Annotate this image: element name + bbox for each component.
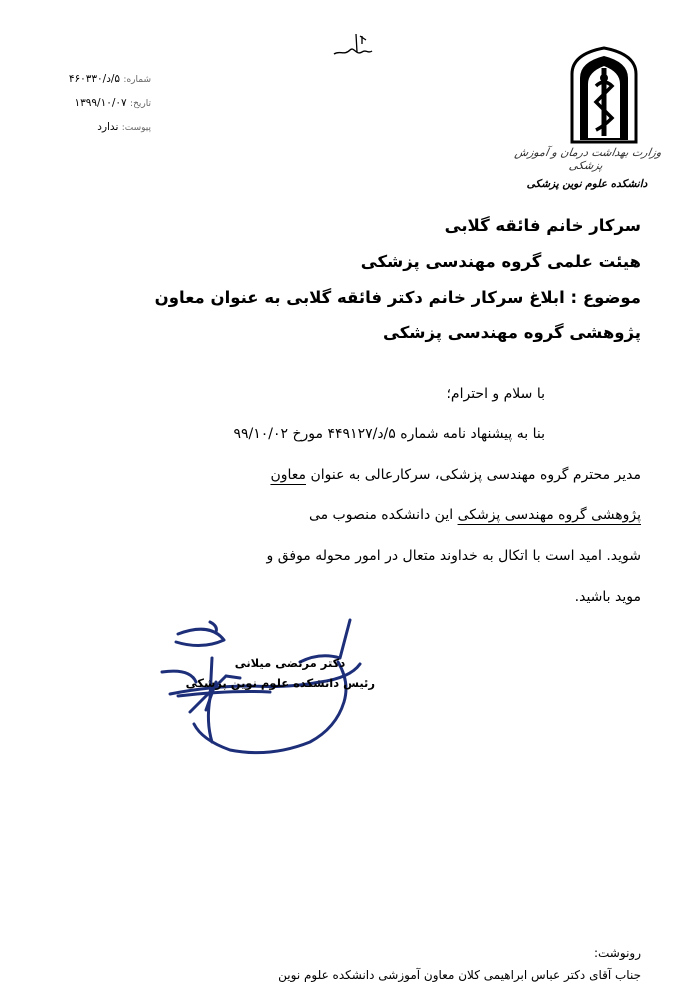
body-line-3-text: این دانشکده منصوب می [308, 507, 458, 523]
ministry-caption: وزارت بهداشت درمان و آموزش پزشکی [513, 146, 663, 172]
letter-number-row [11, 68, 151, 92]
letterhead-caption [512, 146, 662, 192]
body-line-3-underlined: پژوهشی گروه مهندسی پزشکی [457, 507, 641, 523]
letter-date-label: تاریخ: [130, 99, 151, 109]
signatory-title: رئیس دانشکده علوم نوین پزشکی [185, 676, 375, 690]
body-line-5: موید باشید. [574, 589, 641, 605]
signatory-name: دکتر مرتضی میلانی [234, 656, 346, 670]
recipient-line-2: هیئت علمی گروه مهندسی پزشکی [360, 252, 641, 271]
recipient-line-1: سرکار خانم فائقه گلابی [444, 216, 641, 235]
body-line-2 [270, 467, 641, 483]
institution-name: دانشکده علوم نوین پزشکی [526, 178, 648, 190]
letter-meta [11, 68, 151, 140]
letter-date-row [11, 92, 151, 116]
letter-number-label: شماره: [123, 75, 151, 85]
cc-line: جناب آقای دکتر عباس ابراهیمی کلان معاون آموزشی دانشکده علوم نوین [278, 968, 641, 982]
signature-scribble [150, 612, 390, 772]
cc-label: رونوشت: [593, 946, 641, 960]
body-line-4: شوید. امید است با اتکال به خداوند متعال در امور محوله موفق و [266, 548, 641, 564]
body-line-3 [309, 507, 641, 523]
university-logo-icon [568, 44, 640, 148]
body-line-2-text: مدیر محترم گروه مهندسی پزشکی، سرکارعالی به عنوان [306, 467, 641, 483]
letter-attachment-label: پیوست: [121, 123, 151, 133]
letterhead-calligraphy-mark [326, 30, 376, 62]
letter-attachment-row [11, 116, 151, 140]
body-line-1: بنا به پیشنهاد نامه شماره ۵/د/۴۴۹۱۲۷ مورخ ۹۹/۱۰/۰۲ [233, 426, 545, 442]
letter-number-value: ۵/د/۴۶۰۳۳۰ [68, 73, 121, 85]
letter-attachment-value: ندارد [97, 121, 119, 133]
subject-line-1: موضوع : ابلاغ سرکار خانم دکتر فائقه گلابی به عنوان معاون [154, 288, 641, 307]
letter-date-value: ۱۳۹۹/۱۰/۰۷ [74, 97, 127, 109]
body-line-2-underlined: معاون [270, 467, 306, 483]
subject-line-2: پژوهشی گروه مهندسی پزشکی [383, 323, 641, 342]
greeting: با سلام و احترام؛ [446, 386, 545, 402]
